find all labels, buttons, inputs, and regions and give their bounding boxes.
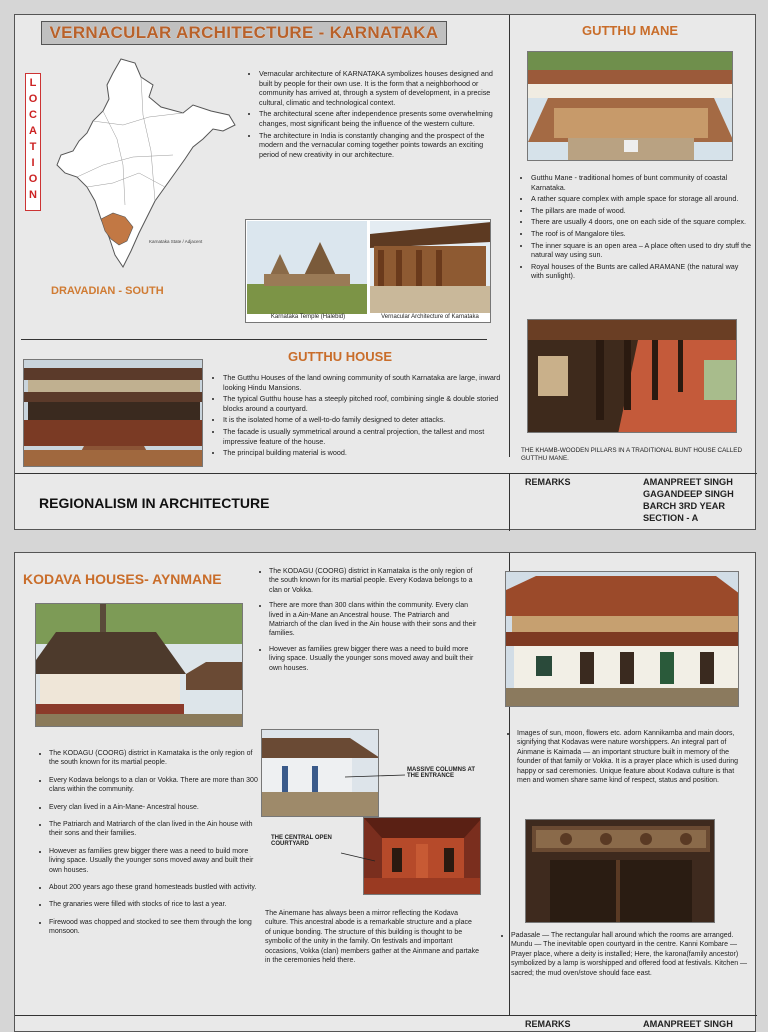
author-block [643,476,734,524]
gutthu-house-heading: GUTTHU HOUSE [288,349,392,364]
list-item: • The KODAGU (COORG) district in Karnataka is the only region of the south known for its martial people. Every Kodava belongs to a clan or Vokka. [269,567,479,595]
list-item: • Firewood was chopped and stocked to see them through the long monsoon. [49,918,261,937]
gutthu-mane-heading: GUTTHU MANE [581,23,679,38]
sheet-regionalism-page-1 [14,14,756,530]
list-item: • The architectural scene after independence presents some overwhelming changes, most significant being the influence of the western culture. [259,109,501,128]
list-item: • The architecture in India is constantly changing and the prospect of the modern and the vernacular coming together points towards an exciting period of new creativity in our architecture. [259,131,501,160]
list-item: • However as families grew bigger there was a need to build more living space. Usually the younger sons moved away and built their own houses. [269,645,479,673]
kodava-heading: KODAVA HOUSES- AYNMANE [23,571,222,587]
temple-photo-pair [245,219,491,323]
remarks-label: REMARKS [525,477,571,487]
gutthu-mane-bullets [519,173,753,283]
footer-divider [15,473,757,474]
photo-caption: Vernacular Architecture of Karnataka [381,314,479,320]
location-letter: A [29,125,37,137]
list-item: • Vernacular architecture of KARNATAKA symbolizes houses designed and built by people for their own use. It is the form that a neighborhood or community has arrived at, through a system of development, in a precise cultural, climatic and technological context. [259,69,501,107]
intro-bullets [247,69,501,161]
list-item: • Gutthu Mane - traditional homes of bunt community of coastal Karnataka. [531,173,753,192]
remarks-label: REMARKS [525,1019,571,1029]
footer-title: REGIONALISM IN ARCHITECTURE [39,495,270,511]
list-item: • It is the isolated home of a well-to-do family designed to deter attacks. [223,415,507,425]
kodava-house-photo [35,603,243,727]
photo-caption: Karnataka Temple (Halebid) [270,314,346,320]
column-divider [509,15,510,457]
region-label: DRAVADIAN - SOUTH [51,285,164,297]
list-item: • The granaries were filled with stocks of rice to last a year. [49,900,261,909]
kodava-bottom-right-bullets [499,931,749,980]
callout-leader-lines [325,773,425,863]
footer-divider [15,1015,757,1016]
kodava-top-bullets [257,567,479,675]
location-label [25,73,41,211]
list-item: • Royal houses of the Bunts are called ARAMANE (the natural way with sunlight). [531,262,753,281]
columns-callout: MASSIVE COLUMNS AT THE ENTRANCE [407,767,476,779]
list-item: • The inner square is an open area – A place often used to dry stuff the natural way using sun. [531,241,753,260]
gutthu-mane-courtyard-photo [527,51,733,161]
location-letter: N [29,189,37,201]
india-map [43,55,243,275]
location-letter: O [28,93,38,105]
location-letter: O [28,173,38,185]
list-item: • The typical Gutthu house has a steeply pitched roof, combining single & double storied blocks around a courtyard. [223,394,507,413]
location-letter: T [29,141,37,153]
list-item: • However as families grew bigger there was a need to build more living space. Usually the younger sons moved away and built their own houses. [49,847,261,875]
location-letter: L [29,77,37,89]
location-letter: C [29,109,37,121]
kodava-right-bullets [505,729,747,787]
list-item: • The facade is usually symmetrical around a central projection, the tallest and most impressive feature of the house. [223,427,507,446]
gutthu-house-photo [23,359,203,467]
list-item: • The Patriarch and Matriarch of the clan lived in the Ain house with their sons and their families. [49,820,261,839]
courtyard-callout: THE CENTRAL OPEN COURTYARD [271,835,332,847]
list-item: • Images of sun, moon, flowers etc. adorn Kannikamba and main doors, signifying that Kodavas were nature worshippers. An integral part of Ainmane is Kaimada — an important structure built in memory of the founder of that family or Vokka. It is a prayer place which is used during happy or sad ceremonies. Unique feature about Kodava culture is that men and women share same kind of respect, status and position. [517,729,747,785]
list-item: • A rather square complex with ample space for storage all around. [531,194,753,204]
sheet-regionalism-page-2 [14,552,756,1032]
list-item: • The Gutthu Houses of the land owning community of south Karnataka are large, inward looking Hindu Mansions. [223,373,507,392]
carved-door-photo [525,819,715,923]
author-line: BARCH 3RD YEAR [643,501,726,511]
kodava-left-bullets [37,749,261,939]
page-title: VERNACULAR ARCHITECTURE - KARNATAKA [41,21,447,45]
india-outline [57,59,235,267]
list-item: • The principal building material is wood. [223,448,507,458]
list-item: • Every clan lived in a Ain-Mane- Ancestral house. [49,803,261,812]
section-divider [21,339,487,340]
list-item: • Every Kodava belongs to a clan or Vokka. There are more than 300 clans within the community. [49,776,261,795]
list-item: • The roof is of Mangalore tiles. [531,229,753,239]
author-line: GAGANDEEP SINGH [643,489,734,499]
author-line: AMANPREET SINGH [643,1019,733,1029]
list-item: • There are usually 4 doors, one on each side of the square complex. [531,217,753,227]
list-item: • There are more than 300 clans within the community. Every clan lived in a Ain-Mane an Ancestral house. The Patriarch and Matriarch of the clan lived in the Ain house with their sons and their families. [269,601,479,639]
list-item: • The pillars are made of wood. [531,206,753,216]
list-item: • Padasale — The rectangular hall around which the rooms are arranged. Mundu — The inevitable open courtyard in the centre. Kanni Kombare — Prayer place, where a deity is installed; Here, the karona(family ancestor) symbolized by a lamp is worshipped and offered food at festivals. Kitchen — sacred; the mud oven/stove should face east. [511,931,749,978]
ainmane-paragraph: The Ainemane has always been a mirror reflecting the Kodava culture. This ancestral abode is a remarkable structure and a place of unique bonding. The structure of this building is thought to be symbolic of the unity in the family. On festivals and important occasions, Vokka (clan) members gather at the Ainmane and partake in the ceremonies held there. [265,910,480,965]
list-item: • The KODAGU (COORG) district in Karnataka is the only region of the south known for its martial people. [49,749,261,768]
pillars-note: THE KHAMB-WOODEN PILLARS IN A TRADITIONAL BUNT HOUSE CALLED GUTTHU MANE. [521,447,743,462]
list-item: • About 200 years ago these grand homesteads bustled with activity. [49,883,261,892]
gutthu-house-bullets [211,373,507,460]
location-letter: I [31,157,35,169]
ainmane-exterior-photo [505,571,739,707]
wooden-pillars-photo [527,319,737,433]
footer-column-divider [509,473,510,531]
map-legend: Karnataka State / Adjacent [149,239,203,244]
author-line: SECTION - A [643,513,699,523]
author-line: AMANPREET SINGH [643,477,733,487]
